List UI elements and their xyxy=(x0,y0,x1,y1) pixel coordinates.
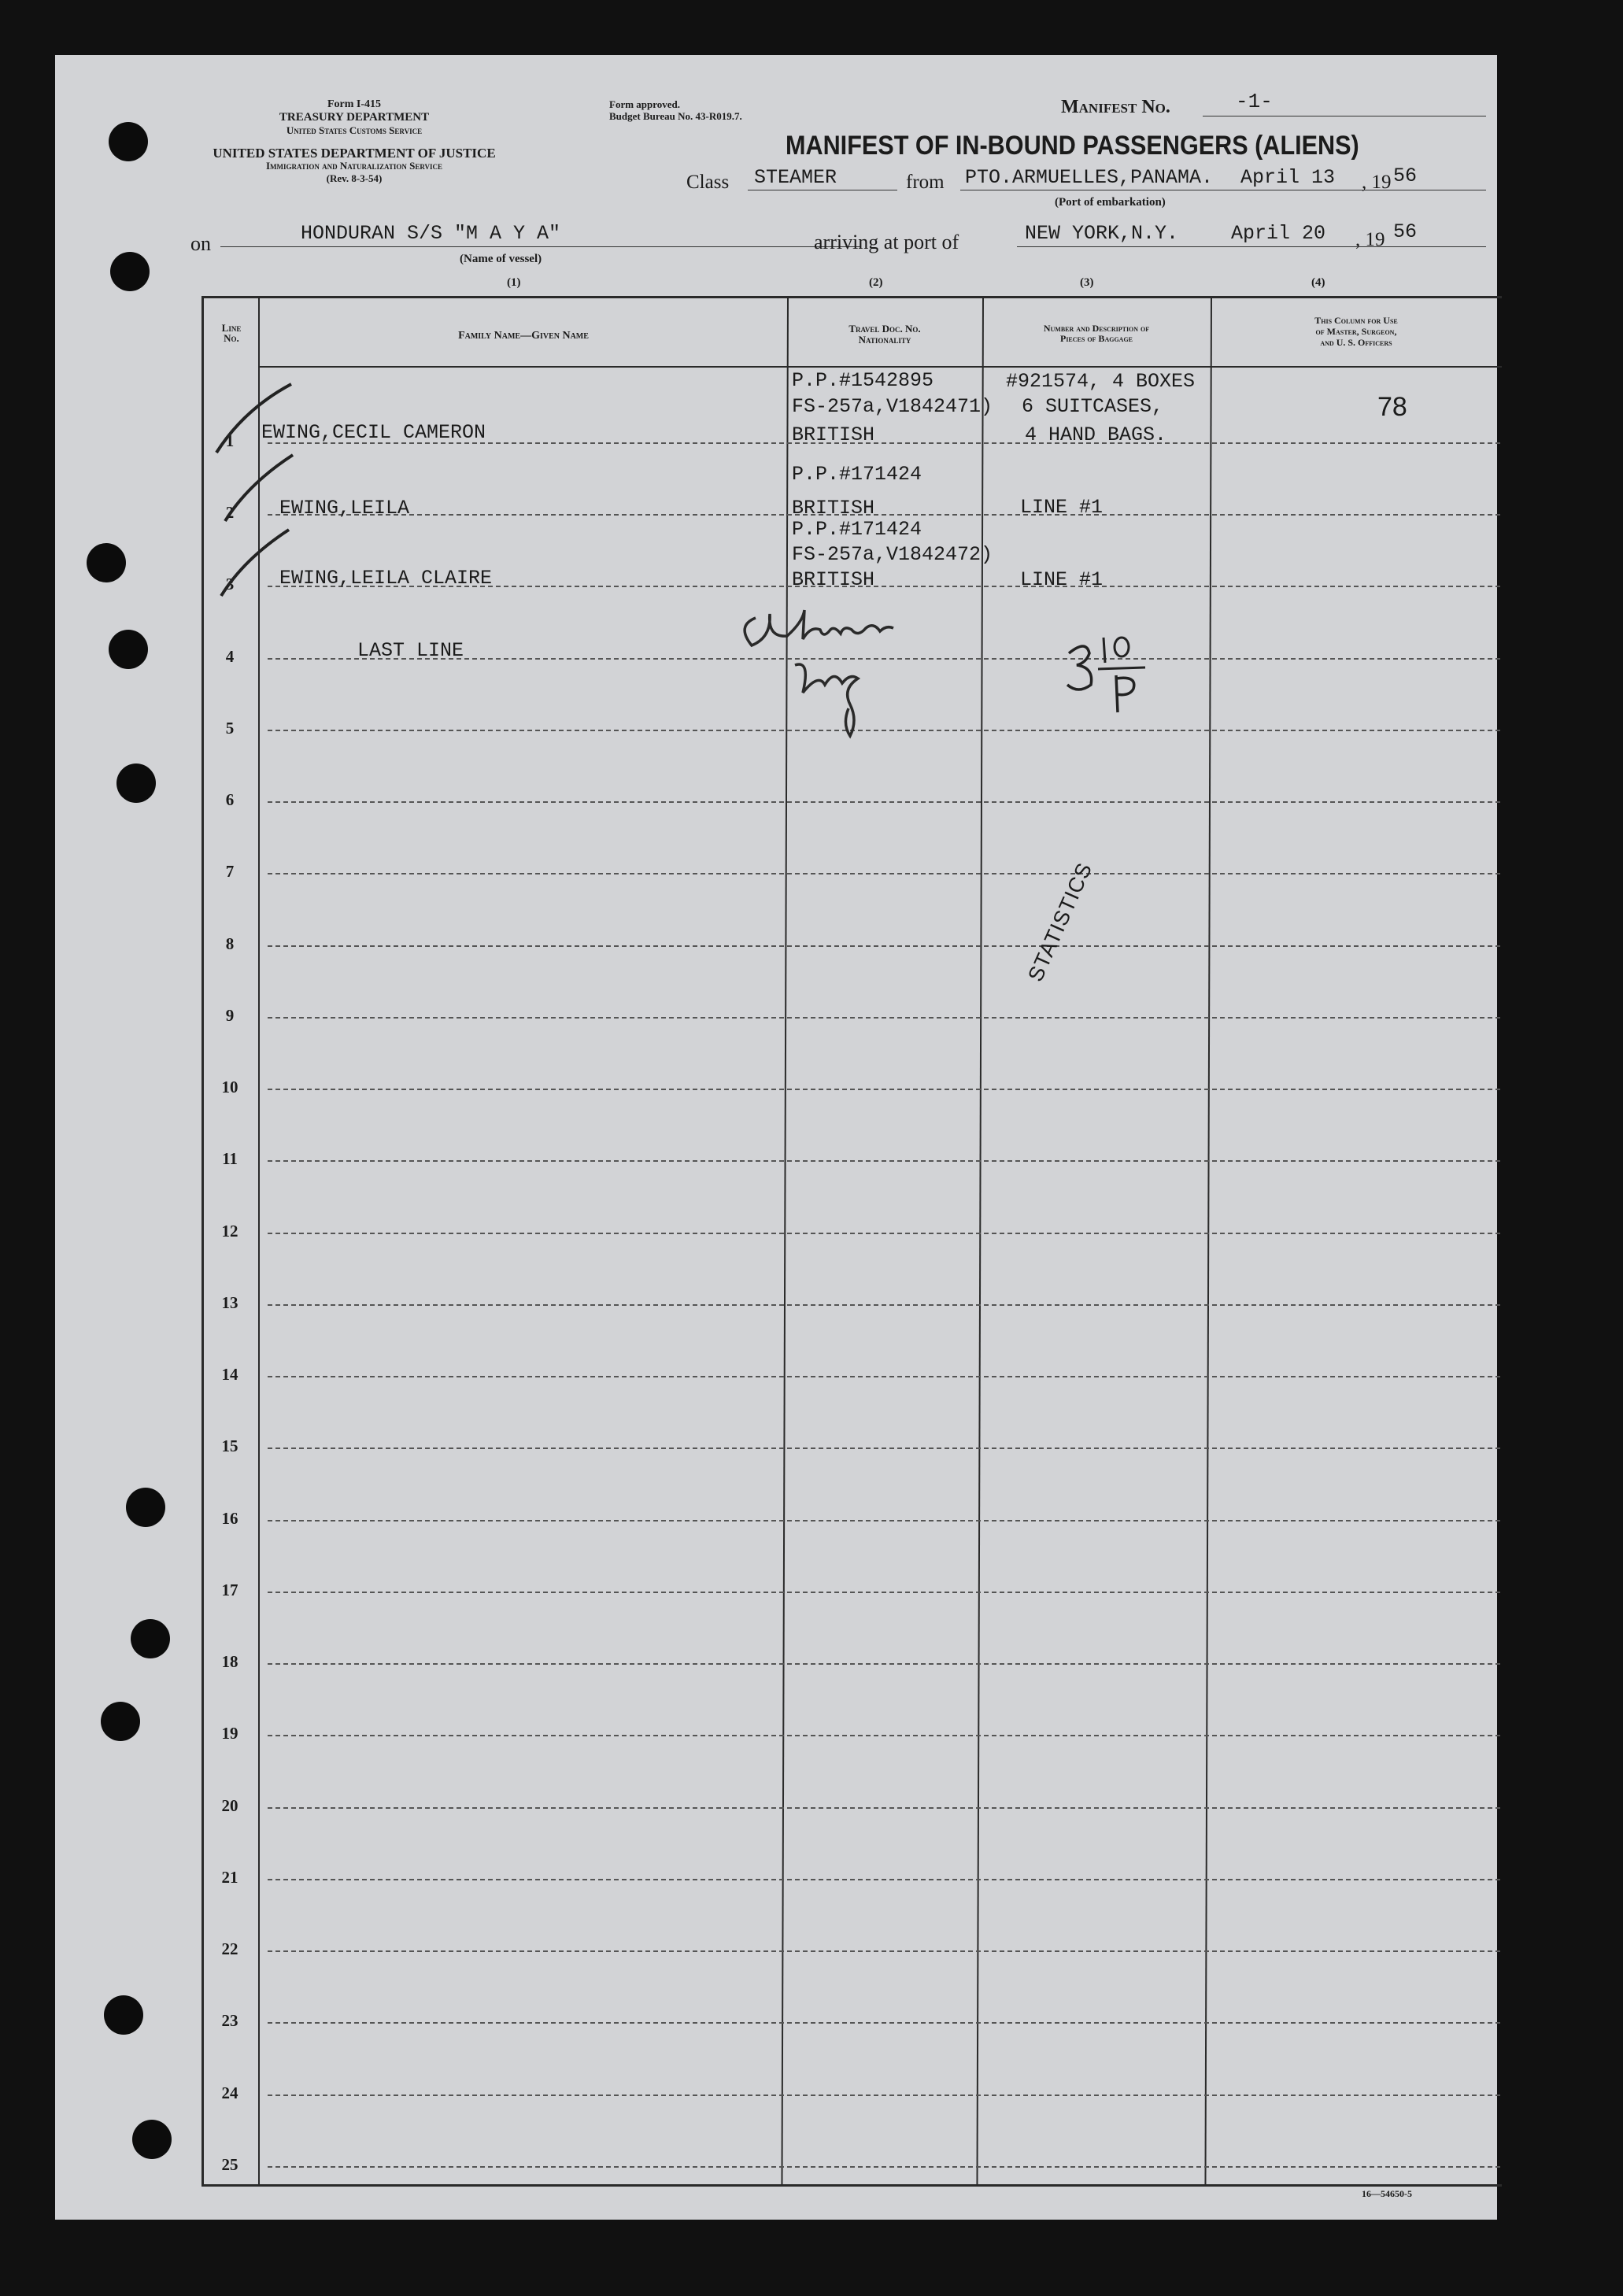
line-number-4: 4 xyxy=(225,647,235,666)
check-mark-1-icon xyxy=(213,378,299,457)
year-prefix-arrival: , 19 xyxy=(1355,229,1385,250)
row-rule-11 xyxy=(268,1160,1500,1162)
manifest-no-value: -1- xyxy=(1236,90,1273,113)
name-divider xyxy=(781,298,789,2185)
binder-hole-8 xyxy=(101,1702,140,1741)
year-departure: 56 xyxy=(1393,165,1418,187)
table-top-border xyxy=(201,296,1502,298)
line-number-22: 22 xyxy=(221,1939,238,1958)
document-divider xyxy=(976,298,984,2185)
arriving-label: arriving at port of xyxy=(814,231,959,253)
passenger-3-visa: FS-257a,V1842472) xyxy=(792,543,993,566)
travel-doc-heading: Travel Doc. No. Nationality xyxy=(848,323,921,346)
check-mark-3-icon xyxy=(216,523,295,598)
binder-hole-6 xyxy=(126,1488,165,1527)
line-no-heading: Line No. xyxy=(221,322,242,344)
line-number-19: 19 xyxy=(221,1724,238,1743)
row-rule-7 xyxy=(268,873,1500,874)
manifest-title: MANIFEST OF IN-BOUND PASSENGERS (ALIENS) xyxy=(786,131,1359,161)
row-rule-20 xyxy=(268,1807,1500,1809)
officer-number: 78 xyxy=(1377,392,1407,422)
row-rule-22 xyxy=(268,1950,1500,1952)
form-id: Form I-415 xyxy=(327,98,382,110)
handwritten-count-icon xyxy=(1063,630,1157,716)
column-number-3: (3) xyxy=(1080,276,1094,289)
row-rule-21 xyxy=(268,1879,1500,1880)
port-of-embarkation-caption: (Port of embarkation) xyxy=(1055,196,1166,209)
row-rule-8 xyxy=(268,945,1500,947)
passenger-2-passport: P.P.#171424 xyxy=(792,463,922,486)
family-name-heading: Family Name—Given Name xyxy=(458,330,589,342)
passenger-1-baggage-3: 4 HAND BAGS. xyxy=(1025,423,1167,446)
header-bottom-rule xyxy=(260,366,1502,368)
passenger-1-passport: P.P.#1542895 xyxy=(792,369,934,392)
year-prefix-departure: , 19 xyxy=(1362,172,1392,193)
passenger-1-visa: FS-257a,V1842471) xyxy=(792,395,993,418)
officers-heading: This Column for Use of Master, Surgeon, and U. S. Officers xyxy=(1314,315,1398,348)
binder-hole-5 xyxy=(116,763,156,803)
footer-code: 16—54650-5 xyxy=(1362,2188,1412,2199)
row-rule-13 xyxy=(268,1304,1500,1306)
from-label: from xyxy=(906,172,945,193)
line-number-8: 8 xyxy=(225,934,235,953)
binder-hole-4 xyxy=(109,630,148,669)
line-number-6: 6 xyxy=(225,790,235,809)
inspector-signature-icon xyxy=(732,590,921,748)
line-number-3: 3 xyxy=(225,575,235,593)
passenger-1-nationality: BRITISH xyxy=(792,423,875,446)
year-arrival: 56 xyxy=(1393,220,1418,243)
row-rule-15 xyxy=(268,1447,1500,1449)
binder-hole-2 xyxy=(110,252,150,291)
vessel-name: HONDURAN S/S "M A Y A" xyxy=(301,222,561,245)
row-rule-19 xyxy=(268,1735,1500,1736)
row-rule-2 xyxy=(268,514,1500,516)
line-number-15: 15 xyxy=(221,1436,238,1455)
line-number-10: 10 xyxy=(221,1078,238,1096)
form-approved: Form approved. xyxy=(609,98,681,110)
row-rule-24 xyxy=(268,2094,1500,2096)
passenger-2-baggage: LINE #1 xyxy=(1020,496,1104,519)
binder-hole-9 xyxy=(104,1995,143,2035)
check-mark-2-icon xyxy=(220,449,299,523)
row-rule-16 xyxy=(268,1520,1500,1521)
baggage-divider xyxy=(1204,298,1212,2185)
passenger-3-baggage: LINE #1 xyxy=(1020,568,1104,591)
line-number-17: 17 xyxy=(221,1581,238,1599)
passenger-3-name: EWING,LEILA CLAIRE xyxy=(279,567,493,590)
department-of-justice: UNITED STATES DEPARTMENT OF JUSTICE xyxy=(213,146,496,161)
line-number-21: 21 xyxy=(221,1868,238,1887)
statistics-stamp: STATISTICS xyxy=(1023,859,1097,985)
line-number-23: 23 xyxy=(221,2011,238,2030)
manifest-page xyxy=(55,55,1497,2220)
line-number-16: 16 xyxy=(221,1509,238,1528)
customs-service: United States Customs Service xyxy=(286,124,423,136)
from-port: PTO.ARMUELLES,PANAMA. xyxy=(965,166,1214,189)
row-rule-23 xyxy=(268,2022,1500,2024)
column-number-4: (4) xyxy=(1311,276,1325,289)
on-label: on xyxy=(190,232,211,255)
last-line-marker: LAST LINE xyxy=(357,639,464,662)
line-number-1: 1 xyxy=(225,431,235,450)
class-label: Class xyxy=(686,172,730,193)
line-number-11: 11 xyxy=(222,1149,238,1168)
row-rule-12 xyxy=(268,1233,1500,1234)
binder-hole-7 xyxy=(131,1619,170,1658)
passenger-1-name: EWING,CECIL CAMERON xyxy=(261,421,486,444)
table-bottom-border xyxy=(201,2184,1502,2187)
line-number-5: 5 xyxy=(225,719,235,738)
manifest-no-label: Manifest No. xyxy=(1061,97,1170,117)
line-number-25: 25 xyxy=(221,2155,238,2174)
row-rule-18 xyxy=(268,1663,1500,1665)
row-rule-14 xyxy=(268,1376,1500,1377)
column-number-2: (2) xyxy=(869,276,883,289)
row-rule-9 xyxy=(268,1017,1500,1019)
budget-bureau: Budget Bureau No. 43-R019.7. xyxy=(609,110,742,122)
passenger-2-nationality: BRITISH xyxy=(792,497,875,519)
line-number-7: 7 xyxy=(225,862,235,881)
vessel-caption: (Name of vessel) xyxy=(460,253,542,265)
class-value: STEAMER xyxy=(754,166,837,189)
table-left-border xyxy=(201,296,204,2185)
line-number-13: 13 xyxy=(221,1293,238,1312)
passenger-1-baggage-1: #921574, 4 BOXES xyxy=(1006,370,1196,393)
baggage-heading: Number and Description of Pieces of Baggage xyxy=(1043,323,1150,345)
binder-hole-1 xyxy=(109,122,148,161)
binder-hole-10 xyxy=(132,2120,172,2159)
passenger-3-nationality: BRITISH xyxy=(792,568,875,591)
column-number-1: (1) xyxy=(507,276,521,289)
arrival-date: April 20 xyxy=(1231,222,1326,245)
line-number-14: 14 xyxy=(221,1365,238,1384)
line-number-9: 9 xyxy=(225,1006,235,1025)
arrival-port: NEW YORK,N.Y. xyxy=(1025,222,1179,245)
revision-date: (Rev. 8-3-54) xyxy=(326,172,383,184)
line-number-12: 12 xyxy=(221,1222,238,1240)
row-rule-6 xyxy=(268,801,1500,803)
treasury-department: TREASURY DEPARTMENT xyxy=(279,111,430,124)
binder-hole-3 xyxy=(87,543,126,582)
line-number-20: 20 xyxy=(221,1796,238,1815)
line-number-2: 2 xyxy=(225,503,235,522)
departure-date: April 13 xyxy=(1240,166,1336,189)
row-rule-25 xyxy=(268,2166,1500,2168)
passenger-2-name: EWING,LEILA xyxy=(279,497,410,519)
ins-service: Immigration and Naturalization Service xyxy=(265,160,443,172)
passenger-1-baggage-2: 6 SUITCASES, xyxy=(1022,395,1164,418)
line-number-24: 24 xyxy=(221,2083,238,2102)
row-rule-17 xyxy=(268,1592,1500,1593)
row-rule-10 xyxy=(268,1089,1500,1090)
line-number-18: 18 xyxy=(221,1652,238,1671)
passenger-3-passport: P.P.#171424 xyxy=(792,518,922,541)
